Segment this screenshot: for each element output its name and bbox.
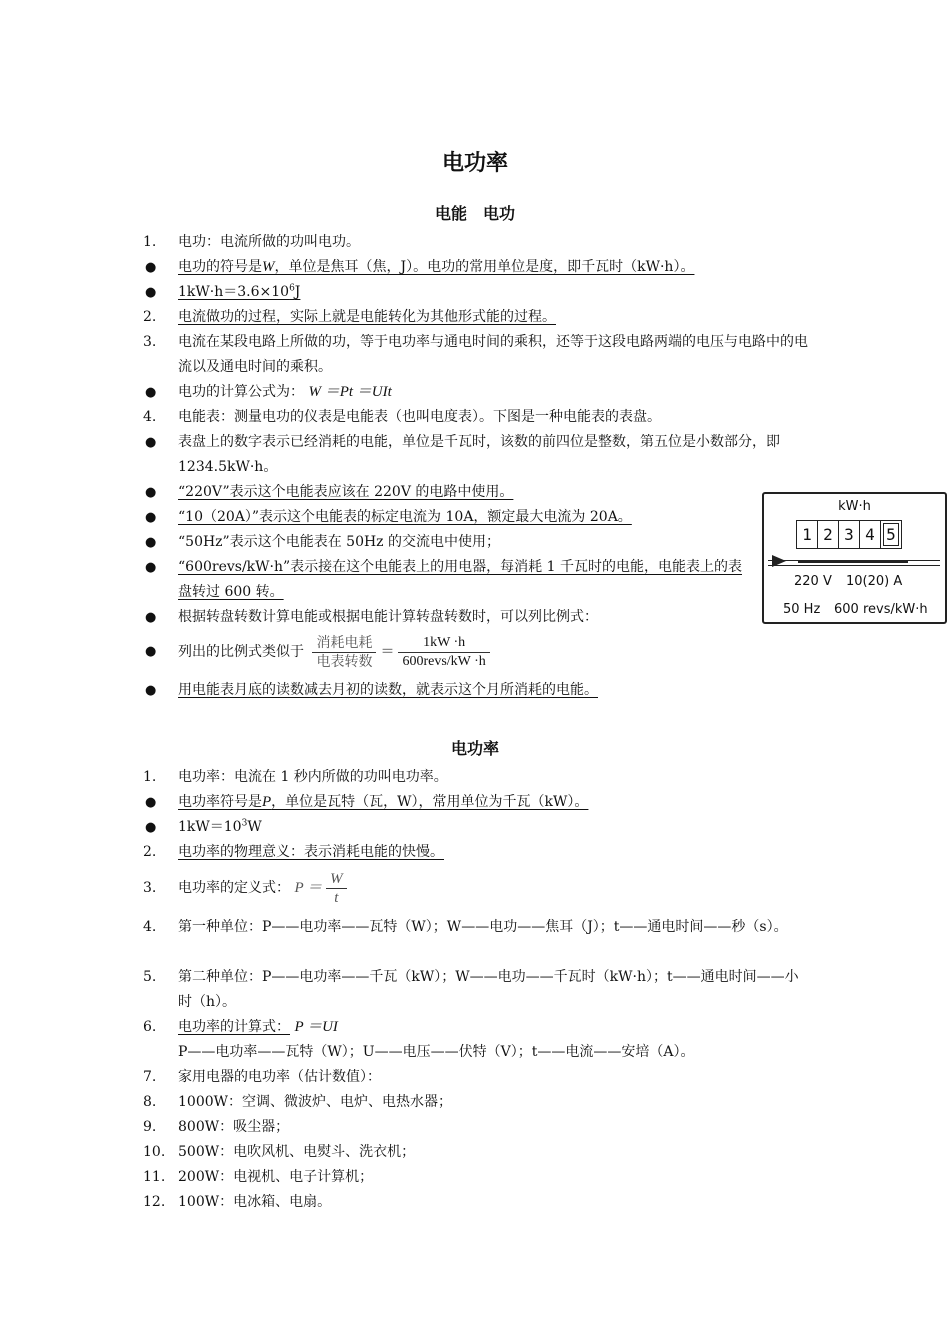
list-item: ● 列出的比例式类似于 $\frac{\text{消耗电耗}}{\text{电表转数}}$ ＝ $\frac{1kW \cdot h}{\text{600revs/kW ·h}}$ [143, 630, 808, 674]
meter-revs: 600 revs/kW·h [834, 602, 928, 617]
list-item: ● “600revs/kW·h”表示接在这个电能表上的用电器，每消耗 1 千瓦时的电能，电能表上的表盘转过 600 转。 [145, 559, 742, 600]
list-item: 1. 电功：电流所做的功叫电功。 [143, 234, 360, 250]
list-item: 2. 电功率的物理意义：表示消耗电能的快慢。 [143, 844, 444, 860]
list-item: ● 根据转盘转数计算电能或根据电能计算转盘转数时，可以列比例式： [145, 609, 598, 625]
list-item: 7. 家用电器的电功率（估计数值）： [143, 1069, 381, 1085]
list-item: 11. 200W：电视机、电子计算机； [143, 1169, 374, 1185]
meter-disk [798, 561, 908, 563]
list-item: 5. 第二种单位：P——电功率——千瓦（kW）；W——电功——千瓦时（kW·h）；t——通电时间——小时（h）。 [143, 969, 799, 1010]
work-formula: W ＝Pt ＝UIt [308, 384, 392, 400]
list-item: 2. 电流做功的过程，实际上就是电能转化为其他形式能的过程。 [143, 309, 556, 325]
list-item: ● 用电能表月底的读数减去月初的读数，就表示这个月所消耗的电能。 [145, 682, 598, 698]
list-item: 4. 电能表：测量电功的仪表是电能表（也叫电度表）。下图是一种电能表的表盘。 [143, 409, 661, 425]
page-title: 电功率 [441, 151, 508, 176]
section-heading-electric-power: 电功率 [450, 739, 499, 758]
meter-digit: 1 [797, 521, 818, 548]
list-item: ● “10（20A）”表示这个电能表的标定电流为 10A，额定最大电流为 20A。 [145, 509, 632, 525]
list-item: 1. 电功率：电流在 1 秒内所做的功叫电功率。 [143, 769, 448, 785]
list-item: ● 电功的计算公式为： W ＝Pt ＝UIt [145, 384, 392, 400]
meter-digit-display [796, 520, 902, 549]
list-item: 9. 800W：吸尘器； [143, 1119, 290, 1135]
list-item: ● $1kW=10^3W$ [145, 818, 262, 835]
list-item: 6. 电功率的计算式： P ＝UI [143, 1019, 338, 1035]
meter-unit-label: kW·h [838, 499, 871, 514]
power-formula: P ＝UI [294, 1019, 338, 1035]
list-item: 4. 第一种单位：P——电功率——瓦特（W）；W——电功——焦耳（J）；t——通电时间——秒（s）。 [143, 919, 788, 935]
list-item: P——电功率——瓦特（W）；U——电压——伏特（V）；t——电流——安培（A）。 [178, 1044, 695, 1060]
list-item: ● 表盘上的数字表示已经消耗的电能，单位是千瓦时，该数的前四位是整数，第五位是小数部分，即 1234.5kW·h。 [145, 434, 780, 475]
list-item: 3. 电流在某段电路上所做的功，等于电功率与通电时间的乘积，还等于这段电路两端的电压与电路中的电流以及通电时间的乘积。 [143, 334, 808, 375]
proportion-fraction-left: $\frac{\text{消耗电耗}}{\text{电表转数}}$ [312, 634, 376, 671]
list-item: ● $1kW\cdot h=3.6\times 10^6J$ [145, 283, 301, 300]
list-item: 8. 1000W：空调、微波炉、电炉、电热水器； [143, 1094, 453, 1110]
list-item: 3. 电功率的定义式： P ＝ $\frac{W}{t}$ [143, 866, 808, 910]
list-item: ● 电功的符号是W，单位是焦耳（焦，J）。电功的常用单位是度，即千瓦时（kW·h）。 [145, 259, 695, 275]
list-item: ● “220V”表示这个电能表应该在 220V 的电路中使用。 [145, 484, 514, 500]
list-item: ● “50Hz”表示这个电能表在 50Hz 的交流电中使用； [145, 534, 501, 550]
meter-digit: 3 [839, 521, 860, 548]
power-definition-fraction: $\frac{W}{t}$ [326, 870, 347, 907]
list-item: ● 电功率符号是P，单位是瓦特（瓦，W），常用单位为千瓦（kW）。 [145, 794, 589, 810]
proportion-fraction-right: $\frac{1kW \cdot h}{\text{600revs/kW ·h}}$ [398, 634, 489, 671]
meter-voltage: 220 V [794, 574, 832, 589]
meter-frequency: 50 Hz [783, 602, 821, 617]
electric-meter-panel [762, 492, 947, 624]
meter-digit: 4 [860, 521, 881, 548]
meter-decimal-digit: 5 [881, 521, 901, 548]
meter-disk-rail [768, 560, 940, 566]
section-heading-electric-work: 电能 电功 [434, 204, 515, 223]
arrow-right-icon [772, 555, 786, 567]
list-item: 10. 500W：电吹风机、电熨斗、洗衣机； [143, 1144, 416, 1160]
list-item: 12. 100W：电冰箱、电扇。 [143, 1194, 332, 1210]
meter-current: 10(20) A [846, 574, 903, 589]
meter-digit: 2 [818, 521, 839, 548]
